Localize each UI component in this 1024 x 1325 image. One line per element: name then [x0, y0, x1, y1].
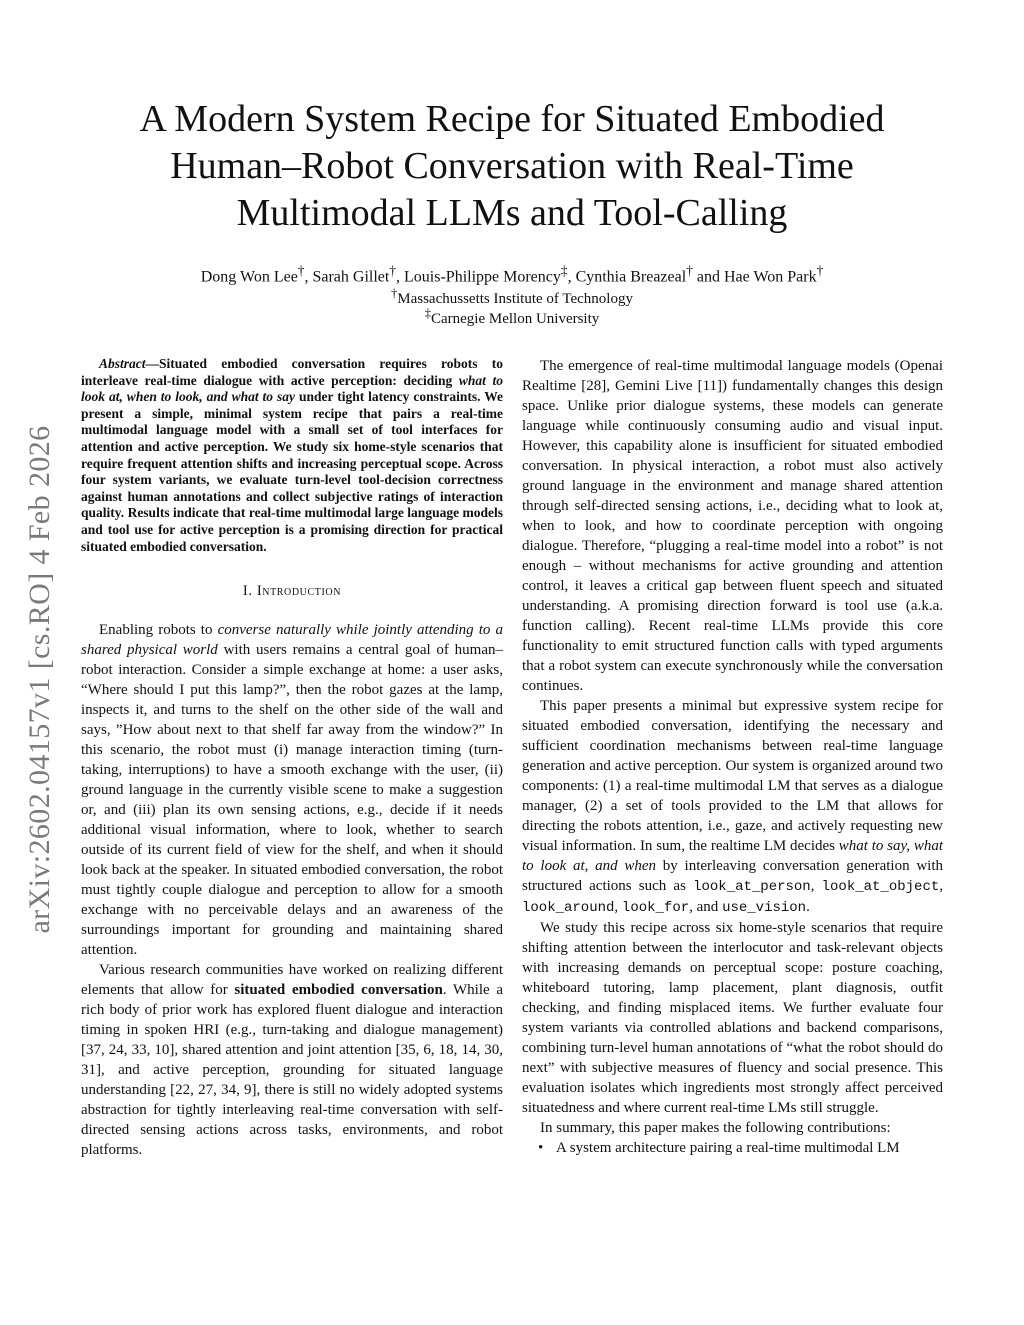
arxiv-identifier-stamp	[14, 373, 66, 986]
dagger-mark: †	[686, 263, 693, 278]
section-numeral: I.	[242, 583, 257, 600]
dagger-mark: †	[389, 263, 397, 278]
separator: .	[806, 899, 810, 915]
tool-name: look_at_object	[821, 879, 940, 895]
author-name: Dong Won Lee	[200, 268, 298, 286]
abstract	[81, 356, 503, 555]
author-name: Cynthia Breazeal	[575, 268, 687, 286]
dagger-mark: †	[816, 263, 824, 278]
separator: ,	[304, 268, 313, 286]
paragraph-text: This paper presents a minimal but expressive system recipe for situated embodied conversation, identifying the necessary and sufficient coordination mechanisms between real-time language generation and active perception. Our system is organized around two components: (1) a real-time multimodal LM that serves as a dialogue manager, (2) a set of tools provided to the LM that allows for directing the robots attention, i.e., gaze, and actively requesting new visual information. In sum, the realtime LM decides	[522, 698, 943, 854]
abstract-text: under tight latency constraints. We present a simple, minimal system recipe that pairs a real-time multimodal language model with a small set of tool interfaces for attention and active perception. We study six home-style scenarios that require frequent attention shifts and increasing perceptual scope. Across four system variants, we evaluate turn-level tool-decision correctness against human annotations and collect subjective ratings of interaction quality. Results indicate that real-time multimodal large language models and tool use for active perception is a promising direction for practical situated embodied conversation.	[81, 389, 503, 554]
intro-paragraph-2	[81, 960, 503, 1160]
affiliation-name: Carnegie Mellon University	[430, 311, 600, 327]
intro-paragraph-5: We study this recipe across six home-style scenarios that require shifting attention between the interlocutor and task-relevant objects with increasing demands on perceptual scope: posture coaching, whiteboard tutoring, lamp placement, plant diagnosis, outfit checking, and finding misplaced items. We further evaluate four system variants via controlled ablations and backend comparisons, combining turn-level human annotations of “what the robot should do next” with subjective measures of fluency and social presence. This evaluation isolates which ingredients most strongly affect perceived situatedness and where current real-time LMs still struggle.	[522, 920, 943, 1116]
intro-paragraph-1	[81, 620, 503, 960]
abstract-dash: —	[145, 356, 160, 371]
arxiv-identifier-text: arXiv:2602.04157v1 [cs.RO] 4 Feb 2026	[23, 425, 56, 934]
dagger-mark: †	[391, 286, 398, 300]
bold-term: situated embodied conversation	[234, 982, 443, 999]
intro-paragraph-4	[522, 696, 943, 918]
title-line-2: Human–Robot Conversation with Real-Time	[170, 145, 854, 187]
dagger-mark: †	[297, 263, 305, 278]
separator: ,	[614, 899, 622, 915]
abstract-emphasis: what to look at, when to look, and what to say	[81, 372, 504, 405]
contribution-item: • A system architecture pairing a real-time multimodal LM	[556, 1138, 943, 1158]
separator: and	[692, 268, 724, 286]
affiliation-cmu	[60, 303, 964, 329]
tool-name: look_for	[621, 900, 690, 916]
author-name: Hae Won Park	[723, 268, 817, 286]
author-name: Louis-Philippe Morency	[404, 268, 561, 286]
contribution-list	[522, 1138, 943, 1158]
right-column	[522, 356, 943, 1158]
intro-paragraph-6: In summary, this paper makes the following contributions:	[540, 1120, 891, 1136]
section-heading-introduction	[81, 581, 503, 601]
title-line-1: A Modern System Recipe for Situated Embodied	[139, 98, 885, 140]
author-name: Sarah Gillet	[312, 268, 390, 286]
paragraph-text: by interleaving conversation generation with structured actions such as	[522, 858, 944, 894]
separator: ,	[396, 268, 405, 286]
left-column	[81, 356, 503, 1160]
paragraph-text: Enabling robots to	[99, 622, 218, 639]
tool-name: look_around	[522, 900, 615, 916]
double-dagger-mark: ‡	[424, 306, 431, 320]
separator: ,	[567, 268, 576, 286]
emphasis-text: what to say, what to look at, and when	[522, 838, 943, 874]
paragraph-text: with users remains a central goal of human–robot interaction. Consider a simple exchange at home: a user asks, “Where should I put this lamp?”, then the robot gazes at the lamp, inspects it, and turns to the shelf on the other side of the wall and says, ”How about next to that shelf far away from the window?” In this scenario, the robot must (i) manage interaction timing (turn-taking, interruptions) to have a smooth exchange with the user, (ii) ground language in the currently visible scene to make a suggestion or, and (iii) plan its own sensing actions, e.g., decide if it needs additional visual information, where to look, whether to search outside of its current field of view for the shelf, and when it should look back at the speaker. In situated embodied conversation, the robot must tightly couple dialogue and perception to allow for a smooth exchange with no perceivable delays and an awareness of the surroundings important for grounding and maintaining shared attention.	[81, 642, 503, 959]
section-title: Introduction	[256, 583, 342, 600]
double-dagger-mark: ‡	[560, 263, 568, 278]
affiliation-name: Massachussetts Institute of Technology	[397, 291, 633, 307]
paper-title	[60, 96, 964, 237]
paragraph-text: . While a rich body of prior work has explored fluent dialogue and interaction timing in spoken HRI (e.g., turn-taking and dialogue management) [37, 24, 33, 10], shared attention and joint attention [35, 6, 18, 14, 30, 31], and active perception, grounding for situated language understanding [22, 27, 34, 9], there is still no widely adopted systems abstraction for tightly interleaving real-time conversation with self-directed sensing actions across tasks, environments, and robot platforms.	[81, 982, 504, 1159]
abstract-label: Abstract	[99, 356, 146, 371]
paragraph-text: Various research communities have worked on realizing different elements that allow for	[81, 962, 503, 999]
separator: ,	[939, 878, 943, 894]
emphasis-text: converse naturally while jointly attending to a shared physical world	[81, 622, 503, 659]
separator: , and	[689, 899, 723, 915]
separator: ,	[810, 878, 822, 894]
abstract-text: Situated embodied conversation requires robots to interleave real-time dialogue with active perception: deciding	[81, 356, 503, 388]
tool-name: use_vision	[722, 900, 807, 916]
title-line-3: Multimodal LLMs and Tool-Calling	[236, 192, 788, 234]
tool-name: look_at_person	[693, 879, 811, 895]
intro-paragraph-3: The emergence of real-time multimodal language models (Openai Realtime [28], Gemini Live [11]) fundamentally changes this design space. Unlike prior dialogue systems, these models can generate language while continuously consuming audio and visual input. However, this capability alone is insufficient for situated embodied conversation. In physical interaction, a robot must also actively ground language in the environment and manage shared attention through self-directed sensing actions, i.e., deciding what to look at, when to look, and how to coordinate perception with ongoing dialogue. Therefore, “plugging a real-time model into a robot” is not enough – without mechanisms for active grounding and attention control, it leaves a critical gap between fluent speech and situated understanding. A promising direction forward is tool use (a.k.a. function calling). Recent real-time LLMs provide this core functionality to emit structured function calls with typed arguments that a robot system can execute synchronously while the conversation continues.	[522, 358, 943, 694]
